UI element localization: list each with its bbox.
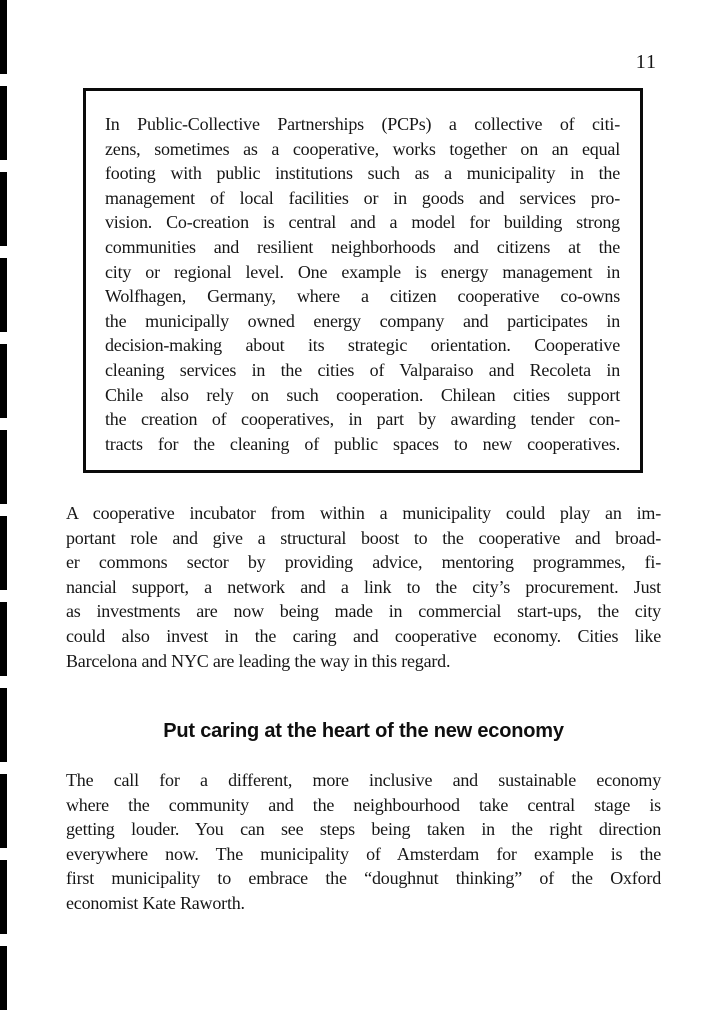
text-line: portant role and give a structural boost to the cooperative and broad- xyxy=(66,527,661,548)
text-line: economist Kate Raworth. xyxy=(66,892,245,913)
text-line: The call for a different, more inclusive and sustainable economy xyxy=(66,770,661,790)
scan-edge-marks xyxy=(0,0,7,1010)
text-line: In Public-Collective Partnerships (PCPs) a collective of citi- xyxy=(105,114,620,134)
text-line: footing with public institutions such as a municipality in the xyxy=(105,163,620,184)
text-line: first municipality to embrace the “doughnut thinking” of the Oxford xyxy=(66,868,661,889)
text-line: tracts for the cleaning of public spaces to new cooperatives. xyxy=(105,433,620,454)
text-line: where the community and the neighbourhood take central stage is xyxy=(66,794,661,815)
paragraph-cooperative-incubator xyxy=(66,501,661,673)
paragraph-new-economy xyxy=(66,768,661,916)
text-line: Wolfhagen, Germany, where a citizen cooperative co-owns xyxy=(105,286,620,307)
pcp-box-text xyxy=(105,112,620,456)
text-line: Barcelona and NYC are leading the way in this regard. xyxy=(66,650,451,671)
text-line: everywhere now. The municipality of Amsterdam for example is the xyxy=(66,843,661,864)
text-line: er commons sector by providing advice, mentoring programmes, fi- xyxy=(66,552,661,573)
text-line: could also invest in the caring and cooperative economy. Cities like xyxy=(66,625,661,646)
text-line: nancial support, a network and a link to the city’s procurement. Just xyxy=(66,576,661,597)
text-line: vision. Co-creation is central and a model for building strong xyxy=(105,212,620,233)
text-line: decision-making about its strategic orientation. Cooperative xyxy=(105,335,620,356)
section-heading: Put caring at the heart of the new economy xyxy=(163,720,564,742)
text-line: communities and resilient neighborhoods and citizens at the xyxy=(105,236,620,257)
pcp-definition-box xyxy=(83,88,643,473)
text-line: the municipally owned energy company and participates in xyxy=(105,310,620,331)
text-line: city or regional level. One example is energy management in xyxy=(105,261,620,282)
text-line: as investments are now being made in commercial start-ups, the city xyxy=(66,601,661,622)
page-number: 11 xyxy=(635,51,657,73)
text-line: the creation of cooperatives, in part by awarding tender con- xyxy=(105,409,620,430)
text-line: A cooperative incubator from within a municipality could play an im- xyxy=(66,503,661,523)
text-line: Chile also rely on such cooperation. Chilean cities support xyxy=(105,384,620,405)
text-line: zens, sometimes as a cooperative, works together on an equal xyxy=(105,138,620,159)
text-line: getting louder. You can see steps being taken in the right direction xyxy=(66,819,661,840)
text-line: cleaning services in the cities of Valparaiso and Recoleta in xyxy=(105,359,620,380)
text-line: management of local facilities or in goods and services pro- xyxy=(105,187,620,208)
